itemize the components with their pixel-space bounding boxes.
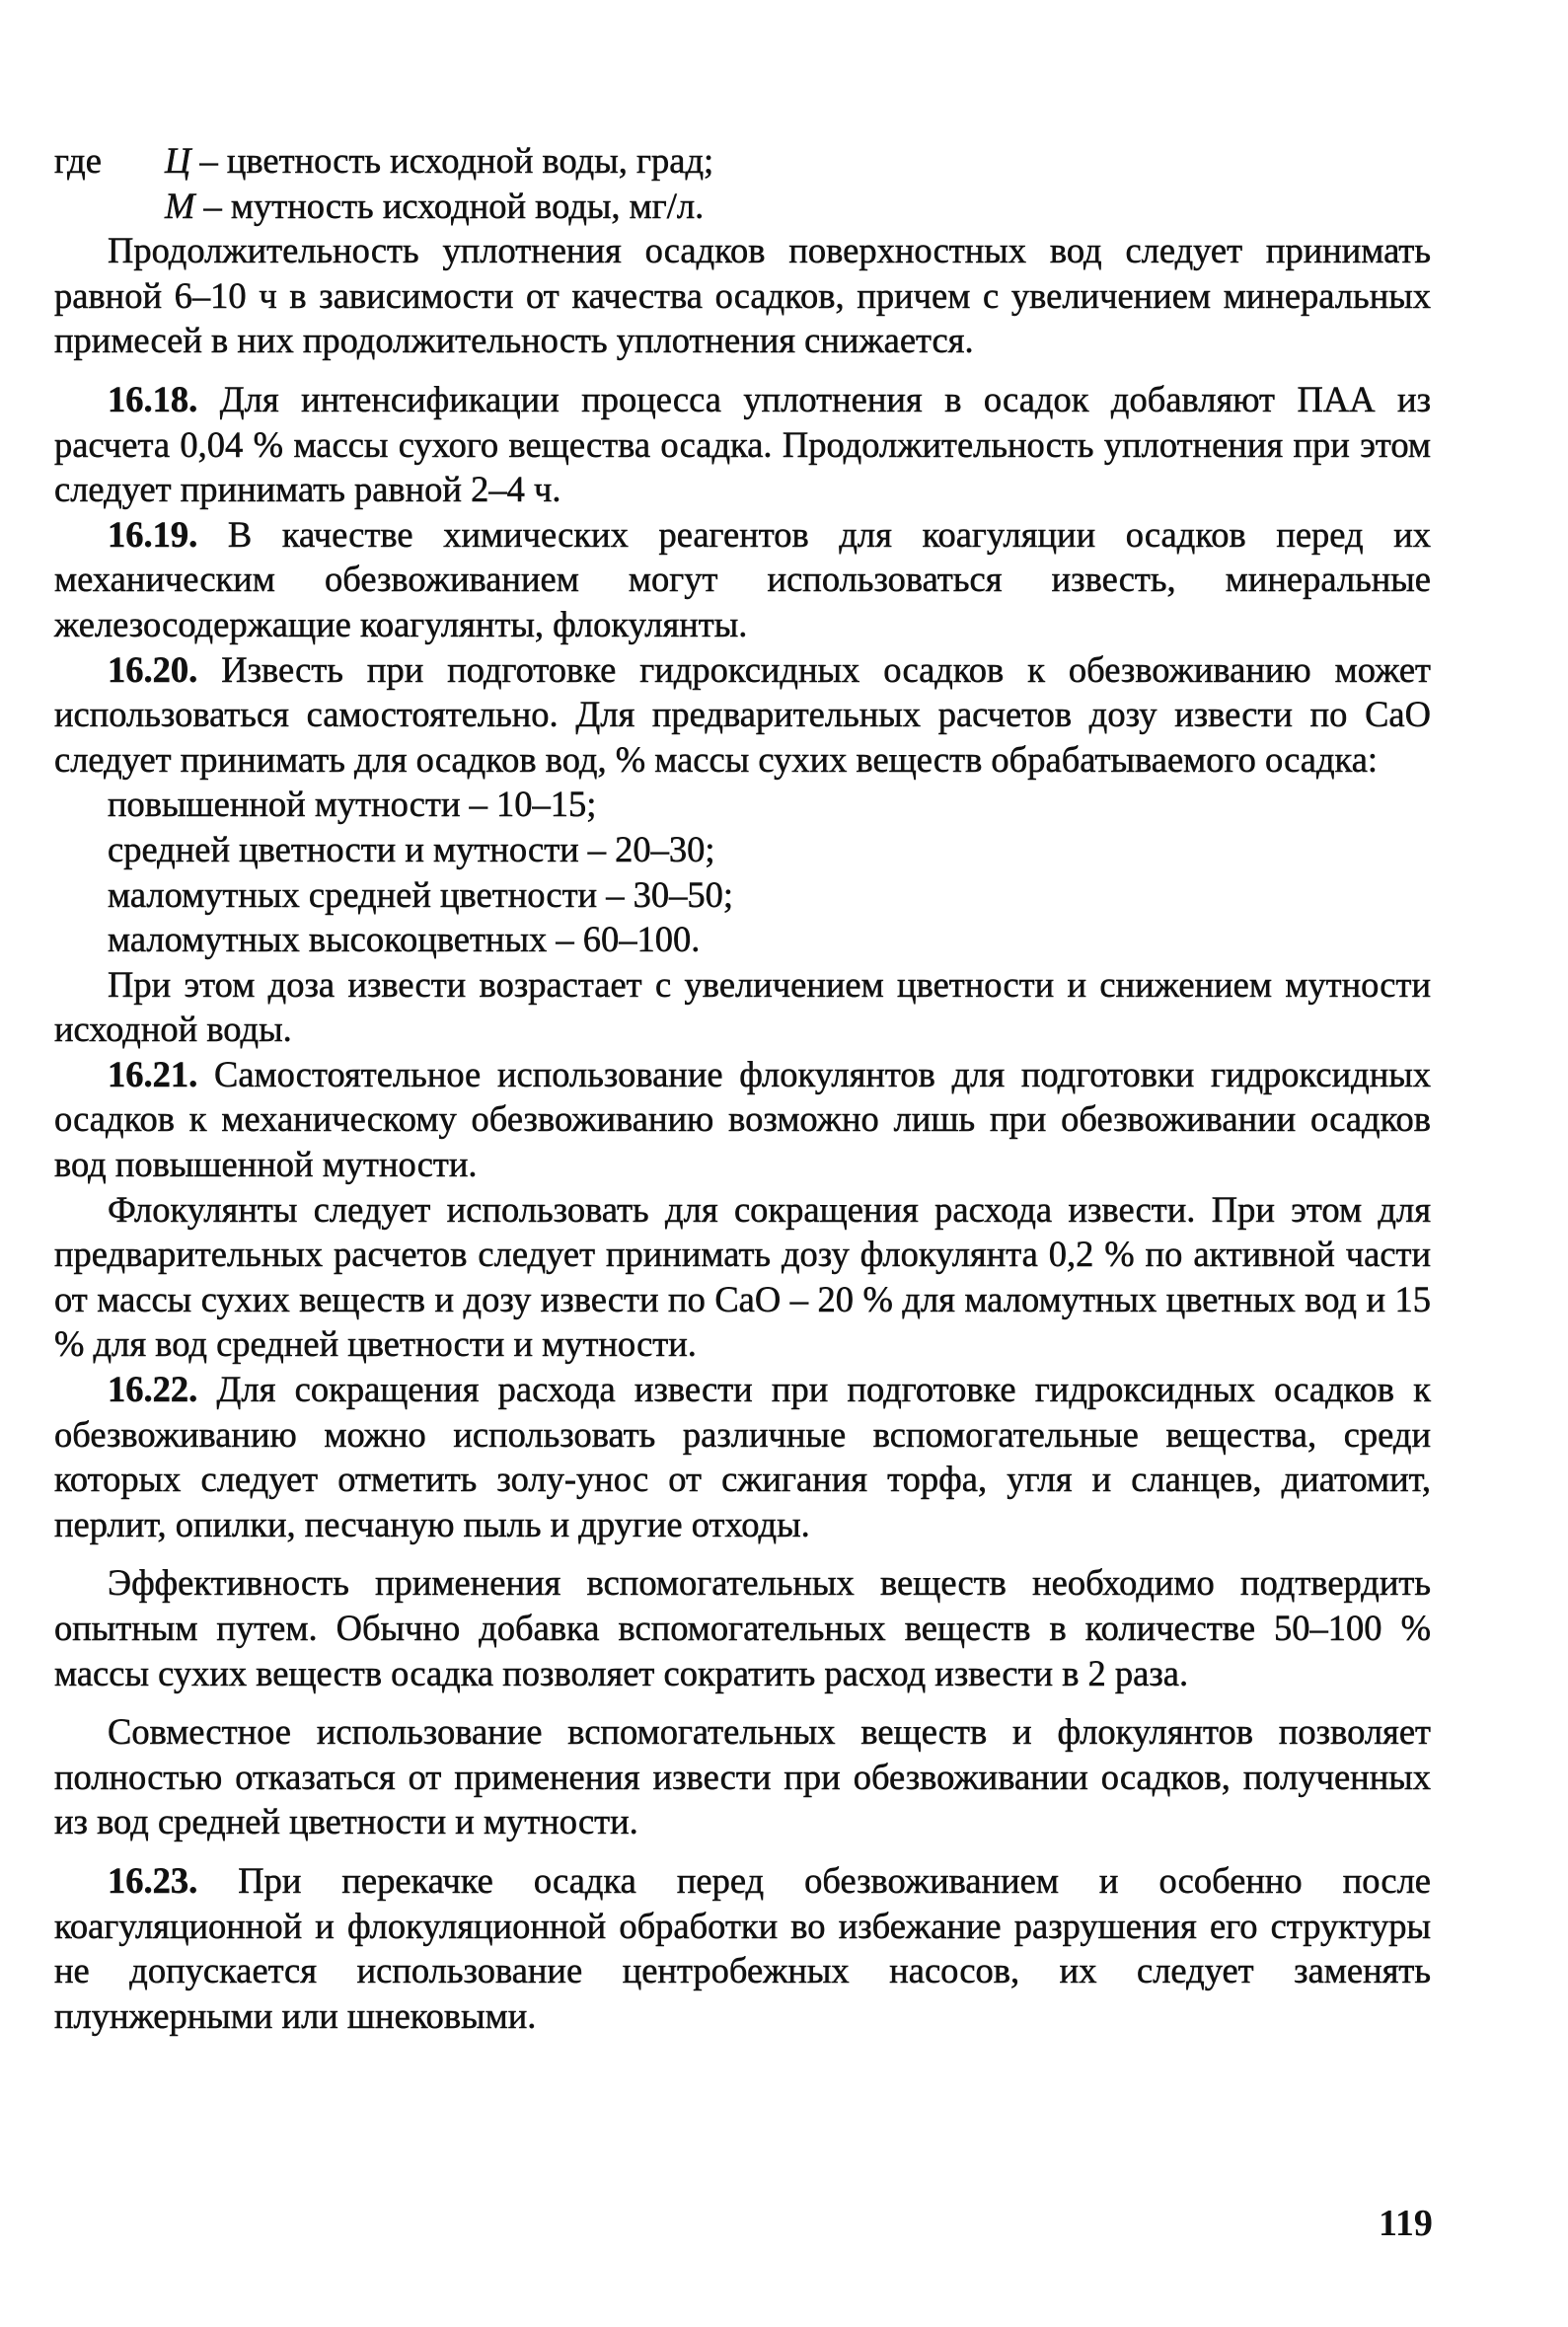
formula-legend	[54, 138, 1431, 228]
lime-dose-list	[54, 782, 1431, 961]
section-16-19	[54, 512, 1431, 647]
section-text: Известь при подготовке гидроксидных осадков к обезвоживанию может использоваться самостоятельно. Для предварительных расчетов дозу извести по CaO следует принимать для осадков вод, % массы сухих веществ обрабатываемого осадка:	[54, 648, 1431, 780]
section-number: 16.21.	[108, 1053, 198, 1094]
section-text: В качестве химических реагентов для коагуляции осадков перед их механическим обезвоживанием могут использоваться известь, минеральные железосодержащие коагулянты, флокулянты.	[54, 513, 1431, 644]
section-text: Для сокращения расхода извести при подготовке гидроксидных осадков к обезвоживанию можно использовать различные вспомогательные вещества, среди которых следует отметить золу-унос от сжигания торфа, угля и сланцев, диатомит, перлит, опилки, песчаную пыль и другие отходы.	[54, 1369, 1431, 1544]
section-number: 16.18.	[108, 378, 198, 419]
paragraph-duration: Продолжительность уплотнения осадков поверхностных вод следует принимать равной 6–10 ч в зависимости от качества осадков, причем с увеличением минеральных примесей в них продолжительность уплотнения снижается.	[54, 230, 1431, 361]
document-page	[54, 138, 1431, 2038]
section-text: При перекачке осадка перед обезвоживанием и особенно после коагуляционной и флокуляционной обработки во избежание разрушения его структуры не допускается использование центробежных насосов, их следует заменять плунжерными или шнековыми.	[54, 1859, 1431, 2036]
legend-item	[165, 138, 1431, 184]
section-16-22	[54, 1367, 1431, 1546]
section-number: 16.20.	[108, 648, 198, 690]
list-item: средней цветности и мутности – 20–30;	[108, 828, 715, 869]
section-number: 16.23.	[108, 1859, 198, 1901]
legend-where: где	[54, 140, 102, 181]
legend-item	[165, 184, 1431, 229]
paragraph-joint-use: Совместное использование вспомогательных веществ и флокулянтов позволяет полностью отказаться от применения извести при обезвоживании осадков, полученных из вод средней цветности и мутности.	[54, 1711, 1431, 1842]
legend-text: – мутность исходной воды, мг/л.	[194, 185, 705, 226]
paragraph-efficiency: Эффективность применения вспомогательных веществ необходимо подтвердить опытным путем. Обычно добавка вспомогательных веществ в количестве 50–100 % массы сухих веществ осадка позволяет сократить расход извести в 2 раза.	[54, 1562, 1431, 1693]
section-16-21	[54, 1052, 1431, 1187]
legend-text: – цветность исходной воды, град;	[190, 140, 714, 181]
section-number: 16.22.	[108, 1369, 198, 1410]
page-number: 119	[1379, 2203, 1433, 2244]
section-number: 16.19.	[108, 513, 198, 555]
list-item: маломутных высокоцветных – 60–100.	[108, 919, 701, 960]
paragraph-lime-dose: При этом доза извести возрастает с увеличением цветности и снижением мутности исходной воды.	[54, 963, 1431, 1050]
section-16-20	[54, 647, 1431, 783]
legend-symbol: Ц	[165, 140, 191, 181]
legend-symbol: М	[165, 185, 195, 226]
paragraph-flocculants: Флокулянты следует использовать для сокращения расхода извести. При этом для предварительных расчетов следует принимать дозу флокулянта 0,2 % по активной части от массы сухих веществ и дозу извести по CaO – 20 % для маломутных цветных вод и 15 % для вод средней цветности и мутности.	[54, 1188, 1431, 1365]
list-item: повышенной мутности – 10–15;	[108, 784, 597, 825]
section-text: Для интенсификации процесса уплотнения в осадок добавляют ПАА из расчета 0,04 % массы сухого вещества осадка. Продолжительность уплотнения при этом следует принимать равной 2–4 ч.	[54, 378, 1431, 510]
section-16-18	[54, 377, 1431, 512]
section-text: Самостоятельное использование флокулянтов для подготовки гидроксидных осадков к механическому обезвоживанию возможно лишь при обезвоживании осадков вод повышенной мутности.	[54, 1053, 1431, 1185]
list-item: маломутных средней цветности – 30–50;	[108, 873, 733, 915]
section-16-23	[54, 1858, 1431, 2038]
